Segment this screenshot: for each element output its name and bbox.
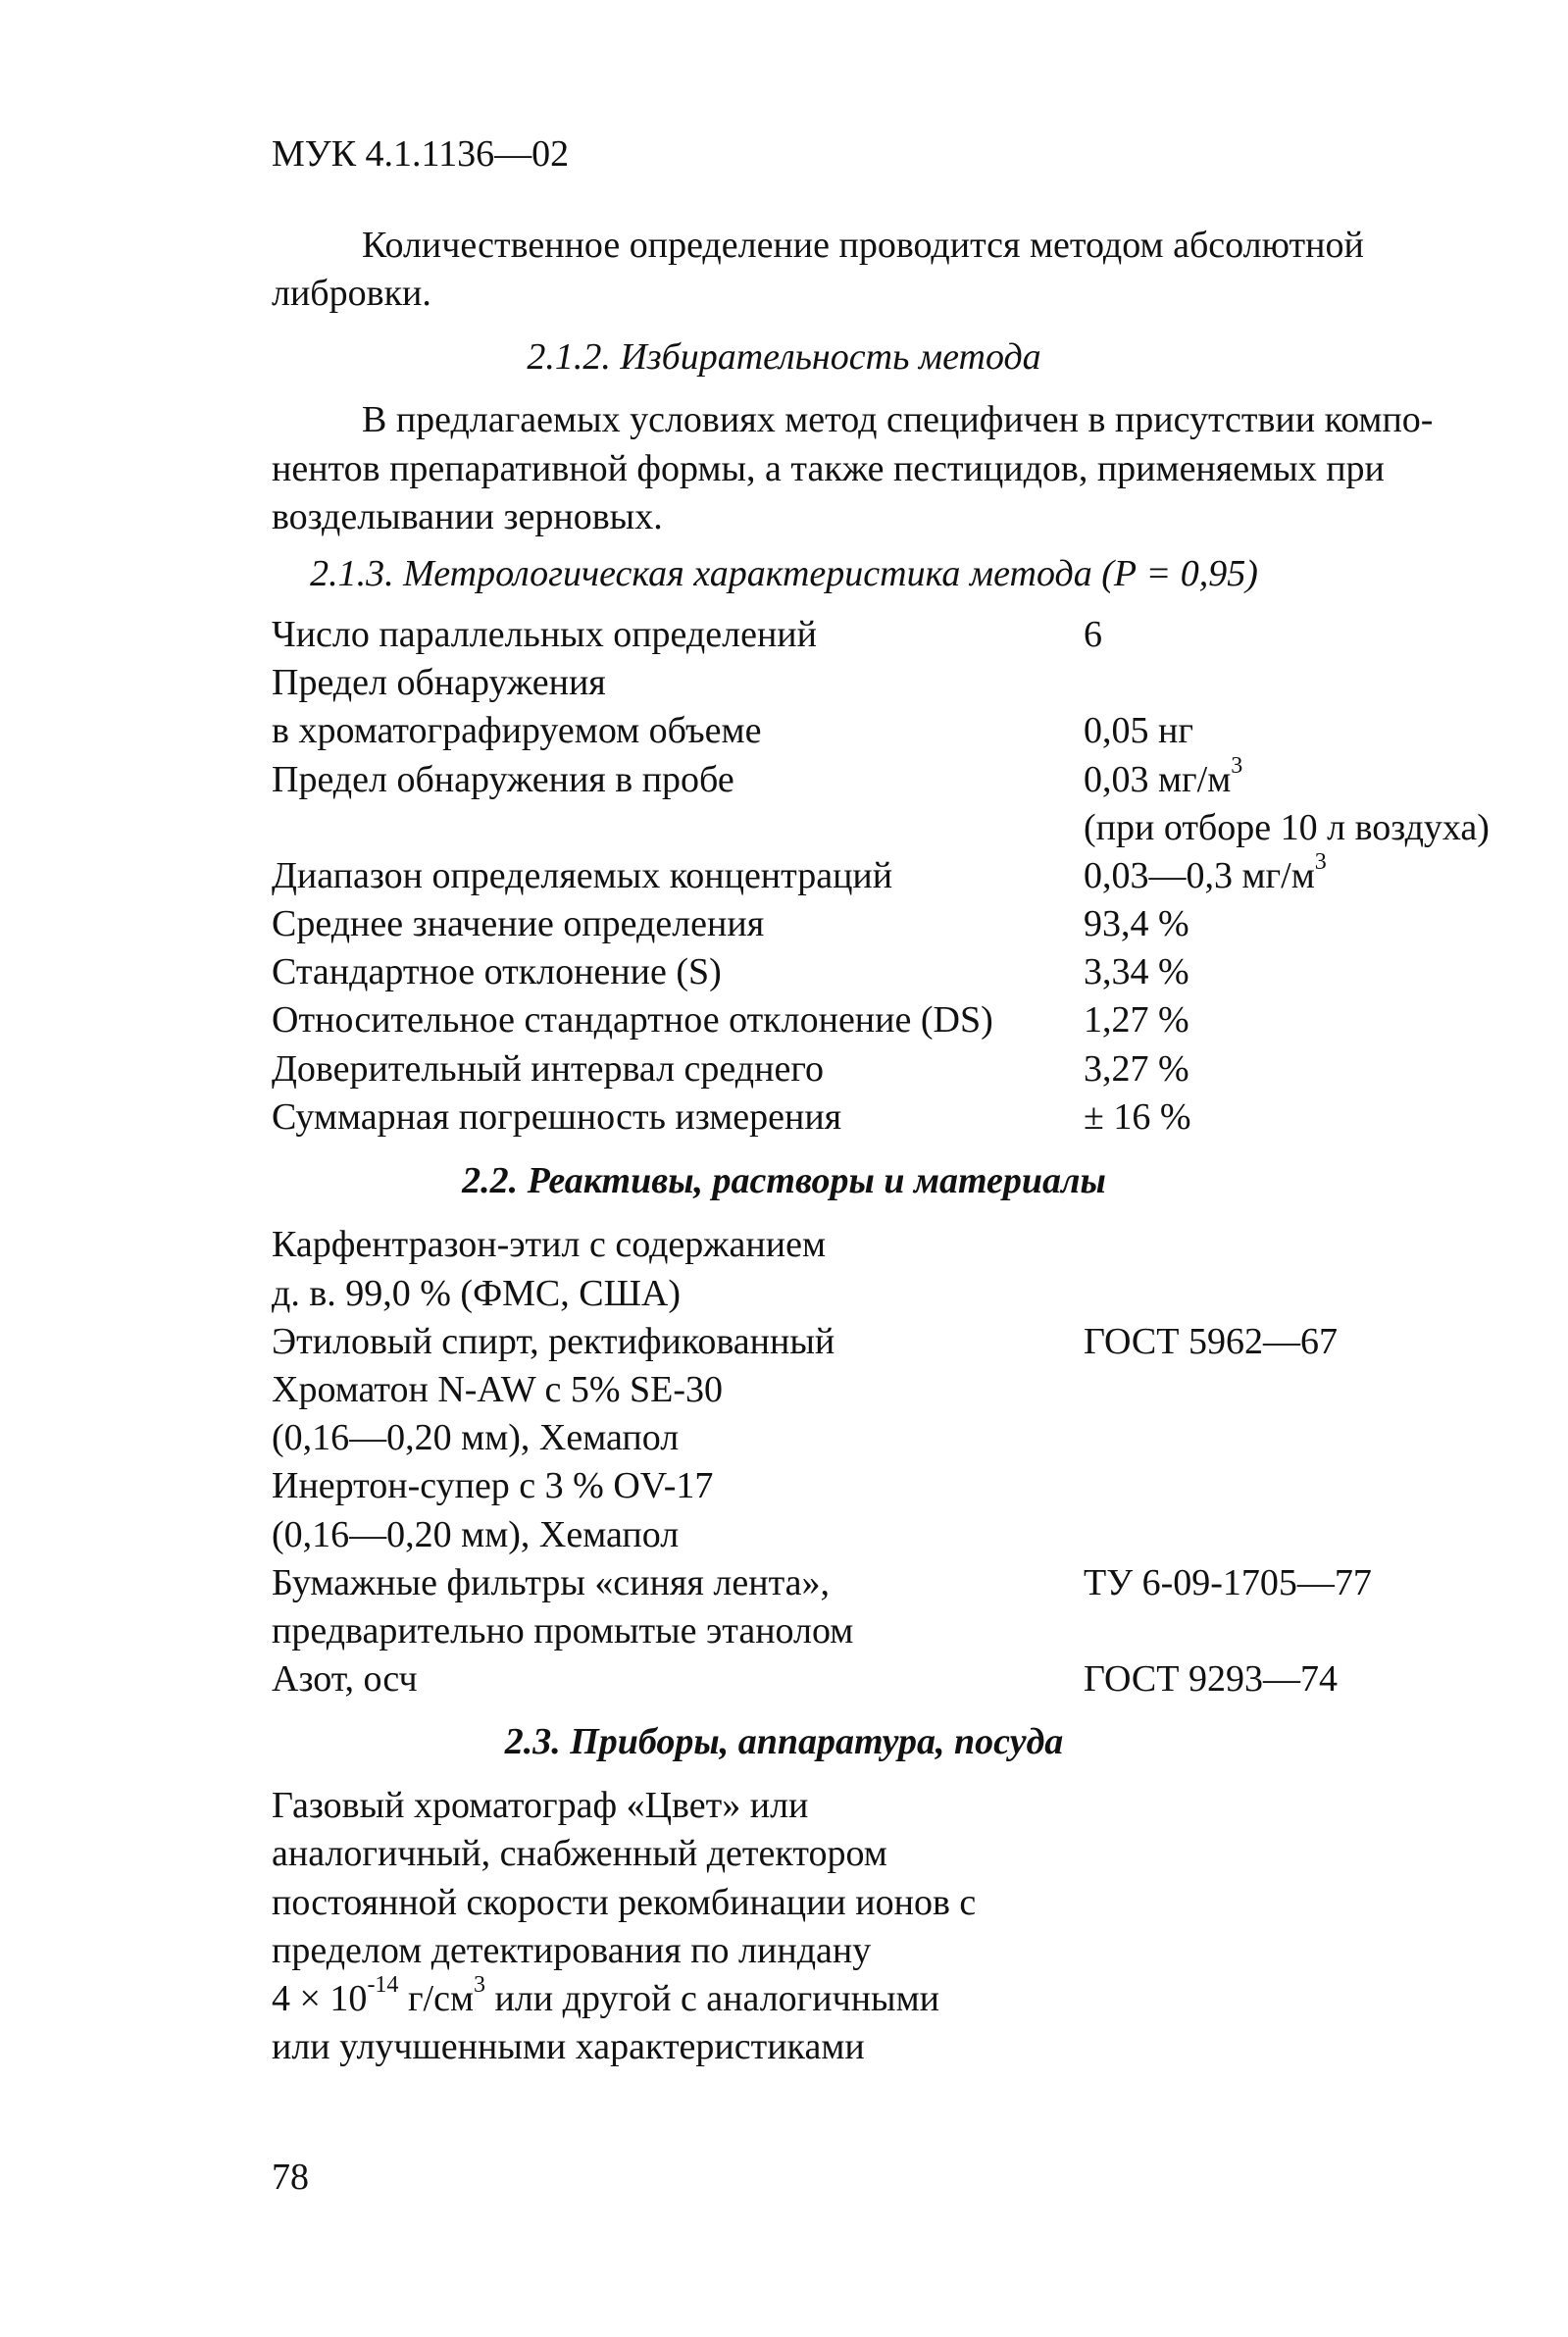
metrology-value: 3,27 % <box>1084 1048 1189 1090</box>
metrology-value: 1,27 % <box>1084 999 1189 1041</box>
metrology-value: 0,03—0,3 $мг/м^3$ <box>1084 849 1327 896</box>
metrology-label: Число параллельных определений <box>272 614 817 655</box>
reagent-label: (0,16—0,20 мм), Хемапол <box>272 1514 680 1555</box>
metrology-label: Предел обнаружения <box>272 662 606 703</box>
metrology-value: 3,34 % <box>1084 951 1189 992</box>
section-2-1-2-line-1: В предлагаемых условиях метод специфичен в присутствии компо- <box>362 399 1434 440</box>
equipment-line: Газовый хроматограф «Цвет» или <box>272 1785 809 1826</box>
page-number: 78 <box>272 2157 309 2198</box>
equipment-line: $4 \times 10^{-14}$ $г/см^3$ или другой с аналогичными <box>272 1972 939 2019</box>
metrology-label: Среднее значение определения <box>272 903 765 944</box>
reagent-label: Инертон-супер с 3 % OV-17 <box>272 1465 714 1506</box>
section-2-1-2-line-3: возделывании зерновых. <box>272 496 663 537</box>
section-2-3-heading: 2.3. Приборы, аппаратура, посуда <box>504 1721 1064 1762</box>
metrology-value: 93,4 % <box>1084 903 1189 944</box>
reagent-label: Азот, осч <box>272 1658 418 1700</box>
metrology-value: 0,05 нг <box>1084 710 1193 751</box>
metrology-value: ± 16 % <box>1084 1096 1191 1138</box>
document-code: МУК 4.1.1136—02 <box>272 133 570 175</box>
reagent-label: предварительно промытые этанолом <box>272 1610 854 1651</box>
metrology-label: Относительное стандартное отклонение (DS) <box>272 999 993 1041</box>
metrology-value: 6 <box>1084 614 1102 655</box>
section-2-1-3-heading: 2.1.3. Метрологическая характеристика метода (Р = 0,95) <box>310 553 1258 594</box>
metrology-label: Доверительный интервал среднего <box>272 1048 824 1090</box>
metrology-label: Суммарная погрешность измерения <box>272 1096 842 1138</box>
reagent-standard: ТУ 6-09-1705—77 <box>1084 1562 1372 1603</box>
equipment-line: аналогичный, снабженный детектором <box>272 1833 887 1874</box>
reagent-label: Бумажные фильтры «синяя лента», <box>272 1562 831 1603</box>
reagent-label: Карфентразон-этил с содержанием <box>272 1224 827 1265</box>
reagent-label: Хроматон N-AW с 5% SE-30 <box>272 1369 724 1410</box>
section-2-1-2-heading: 2.1.2. Избирательность метода <box>527 336 1041 378</box>
equipment-line: или улучшенными характеристиками <box>272 2026 865 2067</box>
intro-line-2: либровки. <box>272 273 431 314</box>
reagent-standard: ГОСТ 5962—67 <box>1084 1321 1338 1362</box>
intro-line-1: Количественное определение проводится методом абсолютной <box>362 225 1364 266</box>
equipment-line: постоянной скорости рекомбинации ионов с <box>272 1882 977 1923</box>
metrology-label: Предел обнаружения в пробе <box>272 759 734 800</box>
section-2-1-2-line-2: нентов препаративной формы, а также пестицидов, применяемых при <box>272 448 1385 489</box>
metrology-label: Диапазон определяемых концентраций <box>272 855 893 896</box>
metrology-value-note: (при отборе 10 л воздуха) <box>1084 807 1490 848</box>
metrology-label: Стандартное отклонение (S) <box>272 951 722 992</box>
metrology-value: 0,03 $мг/м^3$ <box>1084 753 1243 800</box>
reagent-label: (0,16—0,20 мм), Хемапол <box>272 1417 680 1458</box>
reagent-label: Этиловый спирт, ректификованный <box>272 1321 835 1362</box>
reagent-standard: ГОСТ 9293—74 <box>1084 1658 1338 1700</box>
reagent-label: д. в. 99,0 % (ФМС, США) <box>272 1273 682 1314</box>
section-2-2-heading: 2.2. Реактивы, растворы и материалы <box>462 1160 1106 1201</box>
equipment-line: пределом детектирования по линдану <box>272 1930 872 1971</box>
metrology-label: в хроматографируемом объеме <box>272 710 762 751</box>
